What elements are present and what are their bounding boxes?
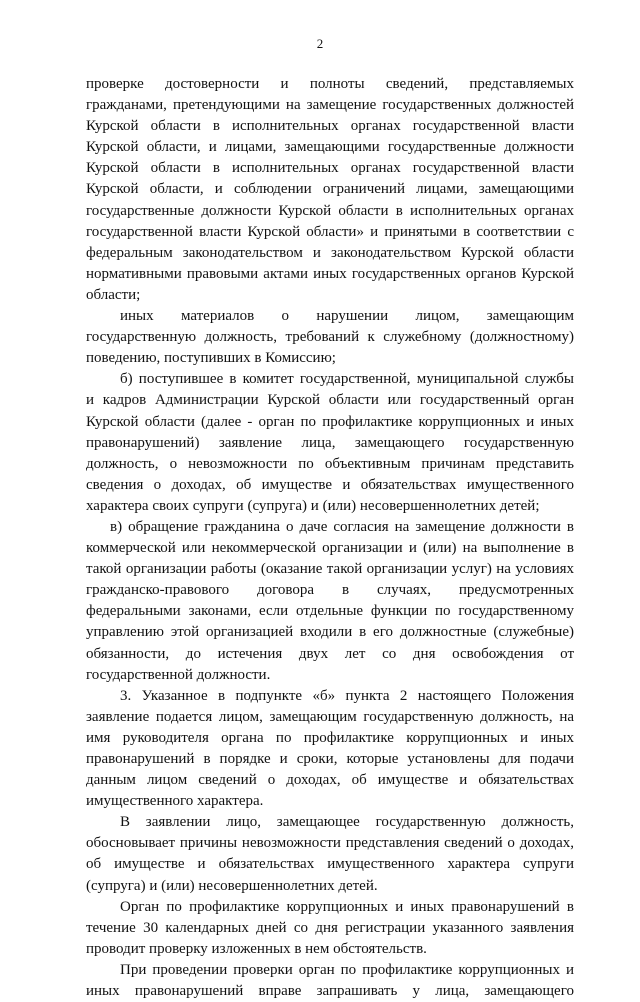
- text-line: гражданско-правового договора в случаях, предусмотренных: [86, 582, 574, 599]
- text-line: имя руководителя органа по профилактике коррупционных и иных: [86, 729, 574, 746]
- text-line: сведения о доходах, об имуществе и обязательствах имущественного: [86, 476, 574, 493]
- text-line: гражданами, претендующими на замещение государственных должностей: [86, 97, 574, 114]
- text-line: должность, о невозможности по объективным причинам представить: [86, 455, 574, 472]
- text-line: такой организации работы (оказание такой организации услуг) на условиях: [86, 561, 574, 578]
- text-line: в) обращение гражданина о даче согласия на замещение должности в: [110, 518, 574, 535]
- text-line: Орган по профилактике коррупционных и иных правонарушений в: [120, 898, 574, 915]
- text-line: обязанности, до истечения двух лет со дня освобождения от: [86, 645, 574, 662]
- text-line: государственной власти Курской области» и принятыми в соответствии с: [86, 223, 574, 240]
- text-line: Курской области (далее - орган по профилактике коррупционных и иных: [86, 413, 574, 430]
- text-line: государственную должность, требований к служебному (должностному): [86, 329, 574, 346]
- text-line: иных материалов о нарушении лицом, замещающим: [120, 308, 574, 325]
- text-line: имущественного характера.: [86, 793, 264, 810]
- text-line: В заявлении лицо, замещающее государственную должность,: [120, 814, 574, 831]
- text-line: нормативными правовыми актами иных государственных органов Курской: [86, 265, 574, 282]
- text-line: данным лицом сведений о доходах, об имуществе и обязательствах: [86, 772, 574, 789]
- text-line: федеральным законодательством и законодательством Курской области: [86, 244, 574, 261]
- text-line: 3. Указанное в подпункте «б» пункта 2 настоящего Положения: [120, 687, 574, 704]
- text-line: управлению этой организацией входили в его должностные (служебные): [86, 624, 574, 641]
- text-line: обосновывает причины невозможности представления сведений о доходах,: [86, 835, 574, 852]
- text-line: коммерческой или некоммерческой организации и (или) на выполнение в: [86, 540, 574, 557]
- text-line: государственные должности Курской области в исполнительных органах: [86, 202, 574, 219]
- text-line: об имуществе и обязательствах имущественного характера супруги: [86, 856, 574, 873]
- text-line: заявление подается лицом, замещающим государственную должность, на: [86, 708, 574, 725]
- text-line: проводит проверку изложенных в нем обстоятельств.: [86, 940, 427, 957]
- text-line: При проведении проверки орган по профилактике коррупционных и: [120, 961, 574, 978]
- text-line: федеральными законами, если отдельные функции по государственному: [86, 603, 574, 620]
- text-line: иных правонарушений вправе запрашивать у лица, замещающего: [86, 983, 574, 1000]
- text-line: поведению, поступивших в Комиссию;: [86, 350, 336, 367]
- page-number: 2: [316, 36, 324, 51]
- text-line: проверке достоверности и полноты сведений, представляемых: [86, 76, 574, 92]
- text-line: б) поступившее в комитет государственной, муниципальной службы: [120, 371, 574, 388]
- text-line: и кадров Администрации Курской области или государственный орган: [86, 392, 574, 409]
- text-line: Курской области, и лицами, замещающими государственные должности: [86, 139, 574, 156]
- text-line: государственной должности.: [86, 666, 271, 683]
- document-body: [86, 74, 574, 1002]
- text-line: правонарушений) заявление лица, замещающего государственную: [86, 434, 574, 451]
- text-line: течение 30 календарных дней со дня регистрации указанного заявления: [86, 919, 574, 936]
- text-line: Курской области в исполнительных органах государственной власти: [86, 118, 574, 135]
- text-line: Курской области, и соблюдении ограничений лицами, замещающими: [86, 181, 574, 198]
- text-line: правонарушений в порядке и сроки, которые установлены для подачи: [86, 751, 574, 767]
- text-line: Курской области в исполнительных органах государственной власти: [86, 160, 574, 177]
- text-line: области;: [86, 286, 141, 303]
- text-line: (супруга) и (или) несовершеннолетних детей.: [86, 877, 378, 894]
- text-line: характера своих супруги (супруга) и (или) несовершеннолетних детей;: [86, 497, 540, 514]
